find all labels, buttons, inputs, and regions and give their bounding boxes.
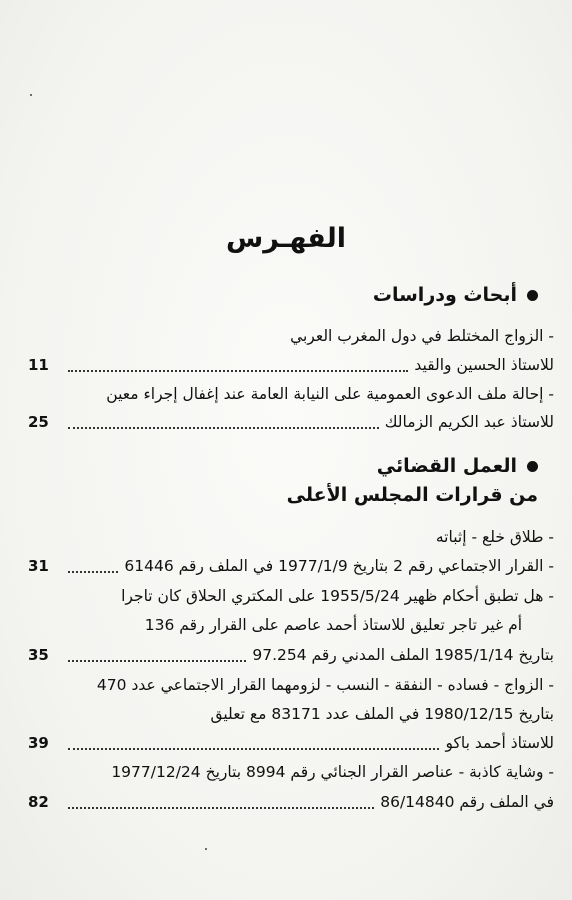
toc-entry-text: للاستاذ عبد الكريم الزمالك [384,413,554,431]
section-subheading: من قرارات المجلس الأعلى [286,484,538,506]
toc-entry-text: - الزواج المختلط في دول المغرب العربي [290,327,554,345]
section-heading-text: أبحاث ودراسات [372,284,517,306]
section-heading-research [373,284,538,306]
section-heading-judicial [377,455,538,477]
dot-leader [68,659,246,662]
section-heading-text: العمل القضائي [376,455,517,477]
page-number: 25 [28,413,49,431]
page-number: 39 [28,734,49,752]
toc-entry-text: - إحالة ملف الدعوى العمومية على النيابة العامة عند إغفال إجراء معين [106,385,554,403]
toc-entry [28,763,554,789]
toc-entry-text: للاستاذ أحمد باكو [445,734,554,752]
toc-entry [28,557,554,583]
toc-entry-text: - وشاية كاذبة - عناصر القرار الجنائي رقم 8994 بتاريخ 1977/12/24 [111,763,554,781]
dot-leader [68,747,439,750]
toc-entry-text: - هل تطبق أحكام ظهير 1955/5/24 على المكتري الحلاق كان تاجرا [121,587,554,605]
bullet-icon [527,290,538,301]
toc-entry [28,734,554,760]
dot-leader [68,369,408,372]
toc-entry [28,528,554,554]
dot-leader [68,806,374,809]
toc-entry [28,587,554,613]
page-number: 35 [28,646,49,664]
toc-entry [28,646,554,672]
page-number: 31 [28,557,49,575]
toc-entry [28,385,554,411]
toc-entry [28,413,554,439]
toc-entry-text: في الملف رقم 86/14840 [380,793,554,811]
scan-speck [30,94,32,96]
toc-entry-text: بتاريخ 1980/12/15 في الملف عدد 83171 مع تعليق [210,705,554,723]
page-number: 82 [28,793,49,811]
toc-entry-text: - الزواج - فساده - النفقة - النسب - لزومهما القرار الاجتماعي عدد 470 [96,676,554,694]
dot-leader [68,426,379,429]
toc-entry-text: للاستاذ الحسين والقيد [414,356,554,374]
toc-entry [28,705,554,731]
toc-entry-text: بتاريخ 1985/1/14 الملف المدني رقم 97.254 [252,646,554,664]
toc-entry-text: - القرار الاجتماعي رقم 2 بتاريخ 1977/1/9 في الملف رقم 61446 [124,557,554,575]
scan-speck [205,848,207,850]
page-number: 11 [28,356,49,374]
toc-entry [28,616,522,642]
dot-leader [68,570,118,573]
toc-entry [28,676,554,702]
bullet-icon [527,461,538,472]
toc-entry [28,327,554,353]
toc-entry [28,356,554,382]
toc-entry-text: أم غير تاجر تعليق للاستاذ أحمد عاصم على القرار رقم 136 [144,616,522,634]
toc-entry-text: - طلاق خلع - إثباته [435,528,554,546]
toc-entry [28,793,554,819]
page-title: الفهـرس [226,223,346,254]
